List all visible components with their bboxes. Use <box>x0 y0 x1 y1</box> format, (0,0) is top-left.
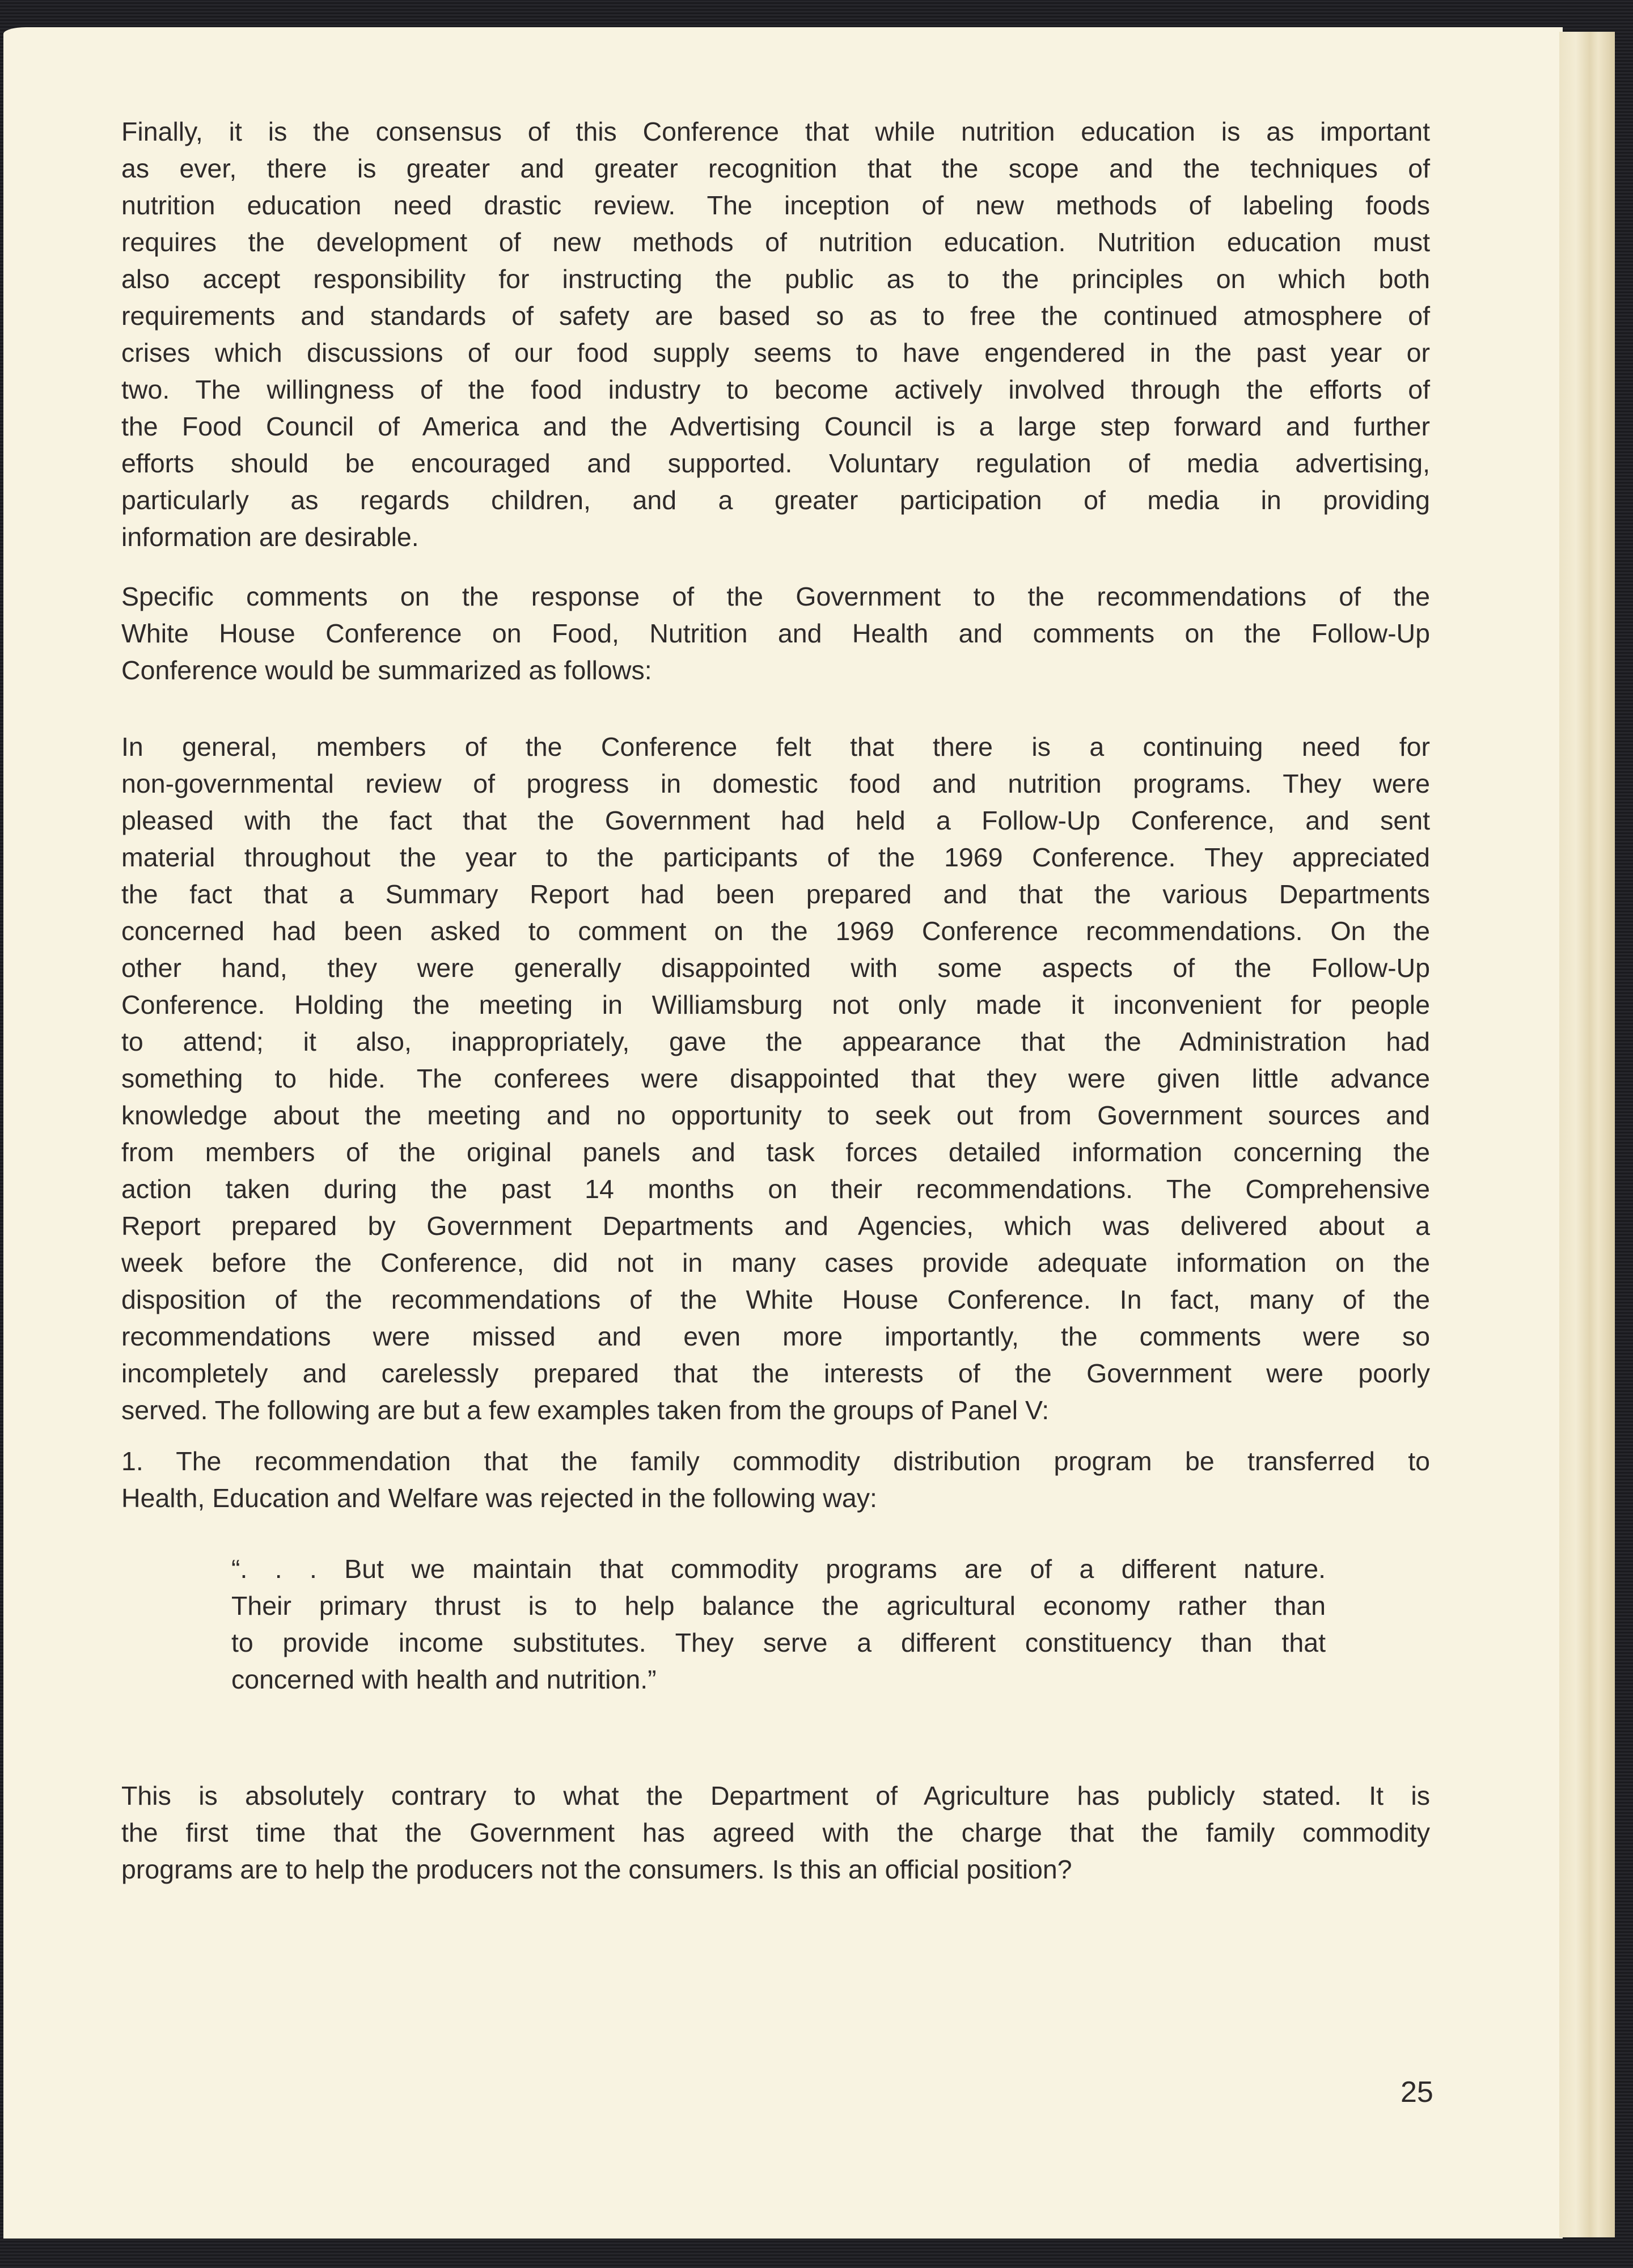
text-line: concerned had been asked to comment on the 1969 Conference recommendations. On the <box>121 916 1430 946</box>
text-line: recommendations were missed and even more importantly, the comments were so <box>121 1322 1430 1351</box>
text-line: Conference. Holding the meeting in Williamsburg not only made it inconvenient for people <box>121 990 1430 1019</box>
text-line: something to hide. The conferees were disappointed that they were given little advance <box>121 1064 1430 1093</box>
text-line: knowledge about the meeting and no opportunity to seek out from Government sources and <box>121 1101 1430 1130</box>
page-number: 25 <box>1401 2076 1433 2109</box>
text-line: to attend; it also, inappropriately, gave the appearance that the Administration had <box>121 1027 1430 1056</box>
text-line: from members of the original panels and task forces detailed information concerning the <box>121 1137 1430 1167</box>
paragraph-in-general <box>121 729 1430 1429</box>
text-line: programs are to help the producers not the consumers. Is this an official position? <box>121 1855 1072 1884</box>
text-line: requires the development of new methods of nutrition education. Nutrition education must <box>121 227 1430 257</box>
text-line: Health, Education and Welfare was rejected in the following way: <box>121 1483 877 1513</box>
text-line: two. The willingness of the food industry to become actively involved through the efforts of <box>121 375 1430 404</box>
text-line: crises which discussions of our food supply seems to have engendered in the past year or <box>121 338 1430 367</box>
text-line: Report prepared by Government Departments and Agencies, which was delivered about a <box>121 1211 1430 1241</box>
text-line: incompletely and carelessly prepared that the interests of the Government were poorly <box>121 1359 1430 1388</box>
text-line: “. . . But we maintain that commodity programs are of a different nature. <box>231 1554 1326 1584</box>
page-fore-edge <box>1559 32 1615 2237</box>
text-line: the first time that the Government has agreed with the charge that the family commodity <box>121 1818 1430 1847</box>
paragraph-specific-comments <box>121 578 1430 689</box>
text-line: Conference would be summarized as follows: <box>121 655 652 685</box>
text-line: as ever, there is greater and greater recognition that the scope and the techniques of <box>121 154 1430 183</box>
text-line: In general, members of the Conference felt that there is a continuing need for <box>121 732 1430 761</box>
text-line: pleased with the fact that the Government had held a Follow-Up Conference, and sent <box>121 806 1430 835</box>
text-line: White House Conference on Food, Nutrition and Health and comments on the Follow-Up <box>121 619 1430 648</box>
text-line: the Food Council of America and the Advertising Council is a large step forward and further <box>121 412 1430 441</box>
text-line: particularly as regards children, and a greater participation of media in providing <box>121 485 1430 515</box>
paragraph-consensus <box>121 113 1430 556</box>
text-line: action taken during the past 14 months on their recommendations. The Comprehensive <box>121 1174 1430 1204</box>
text-line: This is absolutely contrary to what the Department of Agriculture has publicly stated. It is <box>121 1781 1430 1810</box>
text-line: the fact that a Summary Report had been prepared and that the various Departments <box>121 879 1430 909</box>
text-line: also accept responsibility for instructing the public as to the principles on which both <box>121 264 1430 294</box>
text-line: non-governmental review of progress in domestic food and nutrition programs. They were <box>121 769 1430 798</box>
text-line: week before the Conference, did not in many cases provide adequate information on the <box>121 1248 1430 1277</box>
text-line: served. The following are but a few examples taken from the groups of Panel V: <box>121 1395 1050 1425</box>
text-line: information are desirable. <box>121 522 419 552</box>
text-line: concerned with health and nutrition.” <box>231 1665 657 1694</box>
text-line: other hand, they were generally disappointed with some aspects of the Follow-Up <box>121 953 1430 983</box>
text-line: 1. The recommendation that the family commodity distribution program be transferred to <box>121 1446 1430 1476</box>
text-line: requirements and standards of safety are based so as to free the continued atmosphere of <box>121 301 1430 331</box>
text-line: material throughout the year to the participants of the 1969 Conference. They appreciated <box>121 843 1430 872</box>
block-quote <box>231 1551 1326 1698</box>
text-line: nutrition education need drastic review. The inception of new methods of labeling foods <box>121 191 1430 220</box>
body-text <box>121 0 1430 2268</box>
text-line: to provide income substitutes. They serve a different constituency than that <box>231 1628 1326 1657</box>
text-line: disposition of the recommendations of the White House Conference. In fact, many of the <box>121 1285 1430 1314</box>
paragraph-item-1 <box>121 1443 1430 1517</box>
text-line: efforts should be encouraged and supported. Voluntary regulation of media advertising, <box>121 448 1430 478</box>
text-line: Specific comments on the response of the Government to the recommendations of the <box>121 582 1430 611</box>
text-line: Their primary thrust is to help balance the agricultural economy rather than <box>231 1591 1326 1620</box>
paragraph-contrary <box>121 1778 1430 1888</box>
text-line: Finally, it is the consensus of this Conference that while nutrition education is as important <box>121 117 1430 146</box>
